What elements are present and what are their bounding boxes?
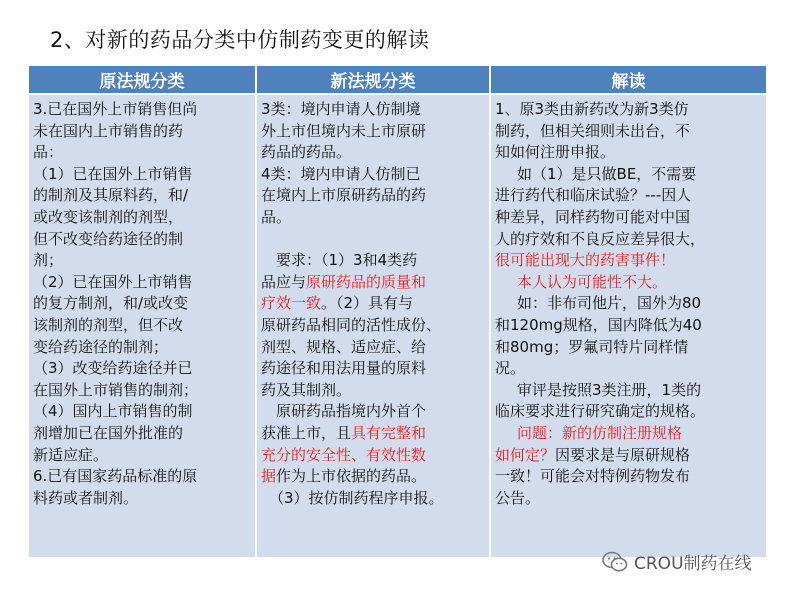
text-line: 况。 [495,359,526,378]
header-old-classification: 原法规分类 [29,66,256,94]
text-line: 药品的药品。 [261,143,352,162]
highlight-text: 如何定？ [495,445,556,464]
text-line: 公告。 [495,488,541,507]
table-row [29,94,766,557]
wechat-icon [602,551,628,573]
watermark [602,549,752,574]
text-run: 。（2）具有与 [321,294,414,313]
text-line: 该制剂的剂型，但不改 [33,315,184,334]
text-line: （1）已在国外上市销售 [33,164,193,183]
watermark-text: CROU制药在线 [634,554,752,574]
text-line: 要求：（1）3和4类药 [276,251,418,270]
text-line: 品： [33,143,64,162]
text-line: 剂； [33,251,64,270]
text-line: 3类：境内申请人仿制境 [261,100,421,118]
cell-interpretation [490,94,766,557]
text-line: 4类：境内申请人仿制已 [261,164,421,183]
table-header-row [29,66,766,94]
text-line: 如：非布司他片，国外为80 [517,294,702,313]
text-line [261,423,487,445]
text-line: 原研药品相同的活性成份、 [261,315,442,334]
text-line: 品。 [261,207,292,226]
text-line [495,445,764,467]
text-line: 在境内上市原研药品的药 [261,186,427,205]
text-line: （4）国内上市销售的制 [33,402,193,421]
text-line: 的制剂及其原料药，和/ [33,186,189,205]
cell-new-classification [256,94,490,557]
text-line: 剂型、规格、适应症、给 [261,337,427,356]
text-line: 制药，但相关细则未出台，不 [495,121,691,140]
text-line: 新适应症。 [33,445,109,464]
text-line: 种差异，同样药物可能对中国 [495,207,691,226]
text-line: （2）已在国外上市销售 [33,272,193,291]
text-line: 1、原3类由新药改为新3类仿 [495,100,689,118]
text-line: 在国外上市销售的制剂； [33,380,199,399]
highlight-text: 具有完整和 [351,423,427,442]
text-line: 变给药途径的制剂； [33,337,169,356]
text-run: 品应与 [261,272,307,291]
text-run: 获准上市，且 [261,423,352,442]
text-line: 临床要求进行研究确定的规格。 [495,402,706,421]
text-line [261,272,487,294]
text-line: 的复方制剂，和/或改变 [33,294,189,313]
text-line [261,293,487,315]
text-line: 和80mg；罗氟司特片同样情 [495,337,689,356]
text-line: 3.已在国外上市销售但尚 [33,100,198,118]
text-line: 药途径和用法用量的原料 [261,359,427,378]
slide-title: 2、对新的药品分类中仿制药变更的解读 [50,28,430,52]
highlight-text: 问题：新的仿制注册规格 [517,423,683,442]
text-line: （3）按仿制药程序申报。 [269,488,444,507]
text-line: 剂增加已在国外批准的 [33,423,184,442]
text-line: 原研药品指境内外首个 [276,402,427,421]
highlight-text: 疗效一致 [261,294,322,313]
text-line: 料药或者制剂。 [33,488,139,507]
highlight-text: 本人认为可能性不大。 [517,272,668,291]
text-run: 作为上市依据的药品。 [276,467,427,486]
text-line: 外上市但境内未上市原研 [261,121,427,140]
header-interpretation: 解读 [490,66,766,94]
highlight-text: 充分的安全性、有效性数 [261,445,427,464]
text-line: （3）改变给药途径并已 [33,359,193,378]
header-new-classification: 新法规分类 [256,66,490,94]
text-line: 或改变该制剂的剂型， [33,207,184,226]
text-line: 但不改变给药途径的制 [33,229,184,248]
text-line: 和120mg规格，国内降低为40 [495,315,702,334]
text-run: 因要求是与原研规格 [555,445,691,464]
text-line [261,466,487,488]
text-line: 如（1）是只做BE，不需要 [517,164,697,183]
highlight-text: 很可能出现大的药害事件！ [495,251,676,270]
text-line: 未在国内上市销售的药 [33,121,184,140]
highlight-text: 原研药品的质量和 [306,272,427,291]
text-line: 人的疗效和不良反应差异很大， [495,229,706,248]
text-line: 6.已有国家药品标准的原 [33,467,198,486]
text-line: 进行药代和临床试验？---因人 [495,186,692,205]
blank-line [261,229,487,251]
highlight-text: 据 [261,467,277,486]
cell-old-classification [29,94,256,557]
text-line: 审评是按照3类注册，1类的 [517,380,702,399]
text-line: 知如何注册申报。 [495,143,616,162]
comparison-table [29,66,766,557]
text-line: 一致！可能会对特例药物发布 [495,467,691,486]
text-line: 药及其制剂。 [261,380,352,399]
